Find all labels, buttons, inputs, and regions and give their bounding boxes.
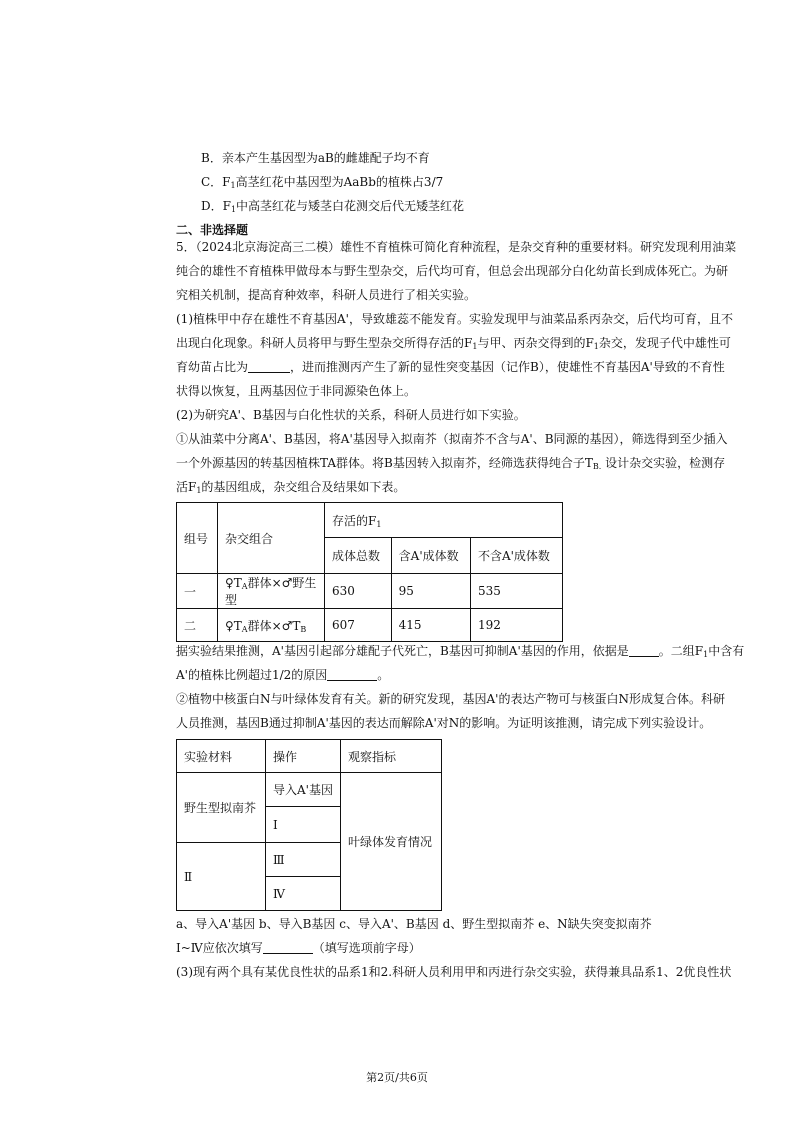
answer-blank[interactable] bbox=[327, 669, 377, 681]
q5-part2-line4: 活$F_1$的基因组成，杂交组合及结果如下表。 bbox=[176, 480, 406, 495]
q5-part1-line1: (1)植株甲中存在雄性不育基因A'，导致雄蕊不能发育。实验发现甲与油菜品系丙杂交，后代均可育，且不 bbox=[176, 312, 733, 326]
option-c: C．$F_1$高茎红花中基因型为AaBb的植株占3/7 bbox=[201, 175, 444, 190]
q5-part1-line4: 状得以恢复，且两基因位于非同源染色体上。 bbox=[176, 384, 417, 398]
answer-blank[interactable] bbox=[629, 645, 659, 657]
header-group: 组号 bbox=[177, 503, 218, 574]
section-title: 二、非选择题 bbox=[176, 223, 249, 237]
page-footer: 第2页/共6页 bbox=[366, 1071, 428, 1084]
header-combo: 杂交组合 bbox=[218, 503, 325, 574]
operation-iii: Ⅲ bbox=[266, 843, 341, 877]
operation-iv: Ⅳ bbox=[266, 877, 341, 911]
header-with-a: 含A'成体数 bbox=[391, 538, 470, 574]
q5-part1-line3: 育幼苗占比为 ，进而推测丙产生了新的显性突变基因（记作B），使雄性不育基因A'导致的不育性 bbox=[176, 360, 725, 374]
observation-chloroplast: 叶绿体发育情况 bbox=[341, 773, 442, 911]
q5-fill-instruction: Ⅰ~Ⅳ应依次填写 （填写选项前字母） bbox=[176, 941, 421, 955]
cross-results-table bbox=[176, 502, 563, 642]
q5-result-line3: ②植物中核蛋白N与叶绿体发育有关。新的研究发现，基因A'的表达产物可与核蛋白N形成复合体。科研 bbox=[176, 692, 725, 706]
cell-total: 630 bbox=[325, 574, 392, 609]
table-row bbox=[177, 609, 563, 642]
header-f1: 存活的$F_1$ bbox=[325, 503, 563, 538]
cell-total: 607 bbox=[325, 609, 392, 642]
cell-with-a: 415 bbox=[391, 609, 470, 642]
option-d: D．$F_1$中高茎红花与矮茎白花测交后代无矮茎红花 bbox=[201, 199, 465, 214]
cell-group: 一 bbox=[177, 574, 218, 609]
header-operation: 操作 bbox=[266, 740, 341, 773]
cell-without-a: 535 bbox=[470, 574, 562, 609]
q5-result-line4: 人员推测，基因B通过抑制A'基因的表达而解除A'对N的影响。为证明该推测，请完成下列实验设计。 bbox=[176, 716, 712, 730]
cell-group: 二 bbox=[177, 609, 218, 642]
header-total: 成体总数 bbox=[325, 538, 392, 574]
experiment-design-table bbox=[176, 739, 442, 911]
q5-part2-line1: (2)为研究A'、B基因与白化性状的关系，科研人员进行如下实验。 bbox=[176, 408, 526, 422]
q5-intro-line2: 纯合的雄性不育植株甲做母本与野生型杂交，后代均可育，但总会出现部分白化幼苗长到成体死亡。为研 bbox=[176, 264, 729, 278]
q5-part2-line2: ①从油菜中分离A'、B基因，将A'基因导入拟南芥（拟南芥不含与A'、B同源的基因），筛选得到至少插入 bbox=[176, 432, 728, 446]
q5-part1-line2: 出现白化现象。科研人员将甲与野生型杂交所得存活的$F_1$与甲、丙杂交得到的$F_1$杂交，发现子代中雄性可 bbox=[176, 336, 731, 351]
header-observation: 观察指标 bbox=[341, 740, 442, 773]
cell-combo: $♀T_A$群体×♂野生型 bbox=[218, 574, 325, 609]
q5-intro-line3: 究相关机制，提高育种效率，科研人员进行了相关实验。 bbox=[176, 288, 477, 302]
operation-import-a: 导入A'基因 bbox=[266, 773, 341, 807]
cell-without-a: 192 bbox=[470, 609, 562, 642]
material-wildtype: 野生型拟南芥 bbox=[177, 773, 266, 843]
q5-result-line1: 据实验结果推测，A'基因引起部分雄配子代死亡，B基因可抑制A'基因的作用，依据是 。二组$F_1$中含有 bbox=[176, 644, 745, 659]
q5-part2-line3: 一个外源基因的转基因植株TA群体。将B基因转入拟南芥，经筛选获得纯合子$T_{B.}$ 设计杂交实验，检测存 bbox=[176, 456, 726, 471]
table-row bbox=[177, 574, 563, 609]
operation-i: Ⅰ bbox=[266, 807, 341, 843]
material-ii: Ⅱ bbox=[177, 843, 266, 911]
cell-with-a: 95 bbox=[391, 574, 470, 609]
answer-blank[interactable] bbox=[263, 942, 313, 954]
q5-result-line2: A'的植株比例超过1/2的原因 。 bbox=[176, 668, 390, 682]
q5-part3-line1: (3)现有两个具有某优良性状的品系1和2.科研人员利用甲和丙进行杂交实验，获得兼具品系1、2优良性状 bbox=[176, 965, 732, 979]
q5-choices: a、导入A'基因 b、导入B基因 c、导入A'、B基因 d、野生型拟南芥 e、N缺失突变拟南芥 bbox=[176, 917, 652, 931]
q5-intro-line1: 5．（2024北京海淀高三二模）雄性不育植株可简化育种流程，是杂交育种的重要材料。研究发现利用油菜 bbox=[176, 240, 737, 254]
header-material: 实验材料 bbox=[177, 740, 266, 773]
option-b: B．亲本产生基因型为aB的雌雄配子均不育 bbox=[201, 151, 430, 165]
answer-blank[interactable] bbox=[248, 361, 290, 373]
cell-combo: $♀T_A$群体$\times♂T_B$ bbox=[218, 609, 325, 642]
header-without-a: 不含A'成体数 bbox=[470, 538, 562, 574]
